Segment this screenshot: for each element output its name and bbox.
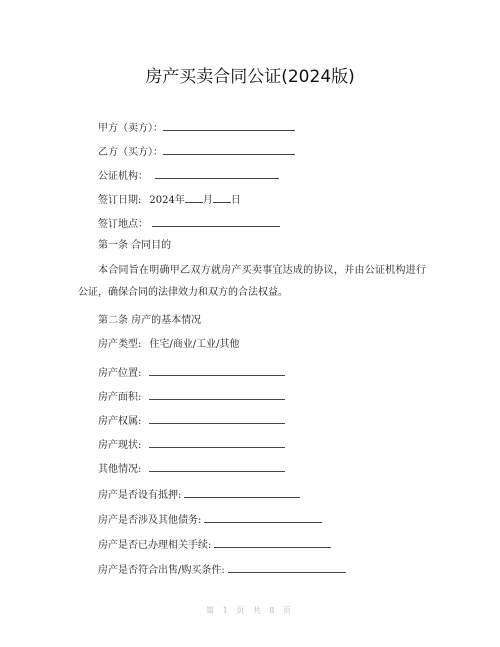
conditions-line: [98, 561, 346, 578]
property-status-line: [98, 436, 285, 453]
notary-blank[interactable]: [155, 167, 279, 179]
article1-heading: 第一条 合同目的: [98, 240, 172, 251]
sign-place-label: 签订地点：: [98, 219, 148, 230]
property-status-label: 房产现状:: [98, 440, 142, 451]
sign-date-line: [98, 191, 241, 208]
notary-line: [98, 167, 279, 184]
party-a-line: [98, 119, 295, 136]
notary-label: 公证机构：: [98, 171, 148, 182]
conditions-label: 房产是否符合出售/购买条件:: [98, 565, 225, 576]
property-location-blank[interactable]: [149, 364, 285, 376]
party-a-label: 甲方（卖方）：: [98, 123, 163, 134]
property-ownership-label: 房产权属:: [98, 416, 142, 427]
property-ownership-line: [98, 412, 285, 429]
mortgage-blank[interactable]: [184, 486, 300, 498]
article2-heading: 第二条 房产的基本情况: [98, 315, 202, 326]
debt-blank[interactable]: [204, 511, 322, 523]
procedure-line: [98, 536, 331, 553]
sign-date-month: 月: [202, 195, 213, 206]
party-b-blank[interactable]: [163, 143, 295, 155]
conditions-blank[interactable]: [228, 561, 346, 573]
procedure-label: 房产是否已办理相关手续:: [98, 540, 212, 551]
other-info-label: 其他情况:: [98, 464, 142, 475]
mortgage-line: [98, 486, 300, 503]
property-type-options: 住宅/商业/工业/其他: [149, 339, 240, 350]
article1-body: 本合同旨在明确甲乙双方就房产买卖事宜达成的协议，并由公证机构进行公证，确保合同的法律效力和双方的合法权益。: [78, 265, 426, 298]
property-location-line: [98, 364, 285, 381]
sign-date-month-blank[interactable]: [185, 191, 203, 203]
property-ownership-blank[interactable]: [149, 412, 285, 424]
sign-date-year: 2024年: [149, 195, 185, 206]
debt-line: [98, 511, 322, 528]
page-footer: 第 1 页 共 8 页: [206, 606, 294, 615]
document-title: 房产买卖合同公证(2024版): [145, 67, 355, 87]
property-area-label: 房产面积:: [98, 392, 142, 403]
property-type-line: [98, 338, 239, 352]
party-b-label: 乙方（买方）：: [98, 147, 163, 158]
sign-date-label: 签订日期:: [98, 195, 142, 206]
procedure-blank[interactable]: [214, 536, 331, 548]
property-status-blank[interactable]: [149, 436, 285, 448]
sign-date-day-blank[interactable]: [213, 191, 231, 203]
party-b-line: [98, 143, 295, 160]
mortgage-label: 房产是否设有抵押:: [98, 490, 182, 501]
property-area-line: [98, 388, 285, 405]
other-info-blank[interactable]: [149, 460, 285, 472]
property-location-label: 房产位置:: [98, 368, 142, 379]
property-type-label: 房产类型:: [98, 339, 142, 350]
debt-label: 房产是否涉及其他债务:: [98, 515, 202, 526]
sign-place-line: [98, 215, 280, 232]
party-a-blank[interactable]: [163, 119, 295, 131]
other-info-line: [98, 460, 285, 477]
property-area-blank[interactable]: [149, 388, 285, 400]
sign-date-day: 日: [230, 195, 241, 206]
sign-place-blank[interactable]: [152, 215, 280, 227]
